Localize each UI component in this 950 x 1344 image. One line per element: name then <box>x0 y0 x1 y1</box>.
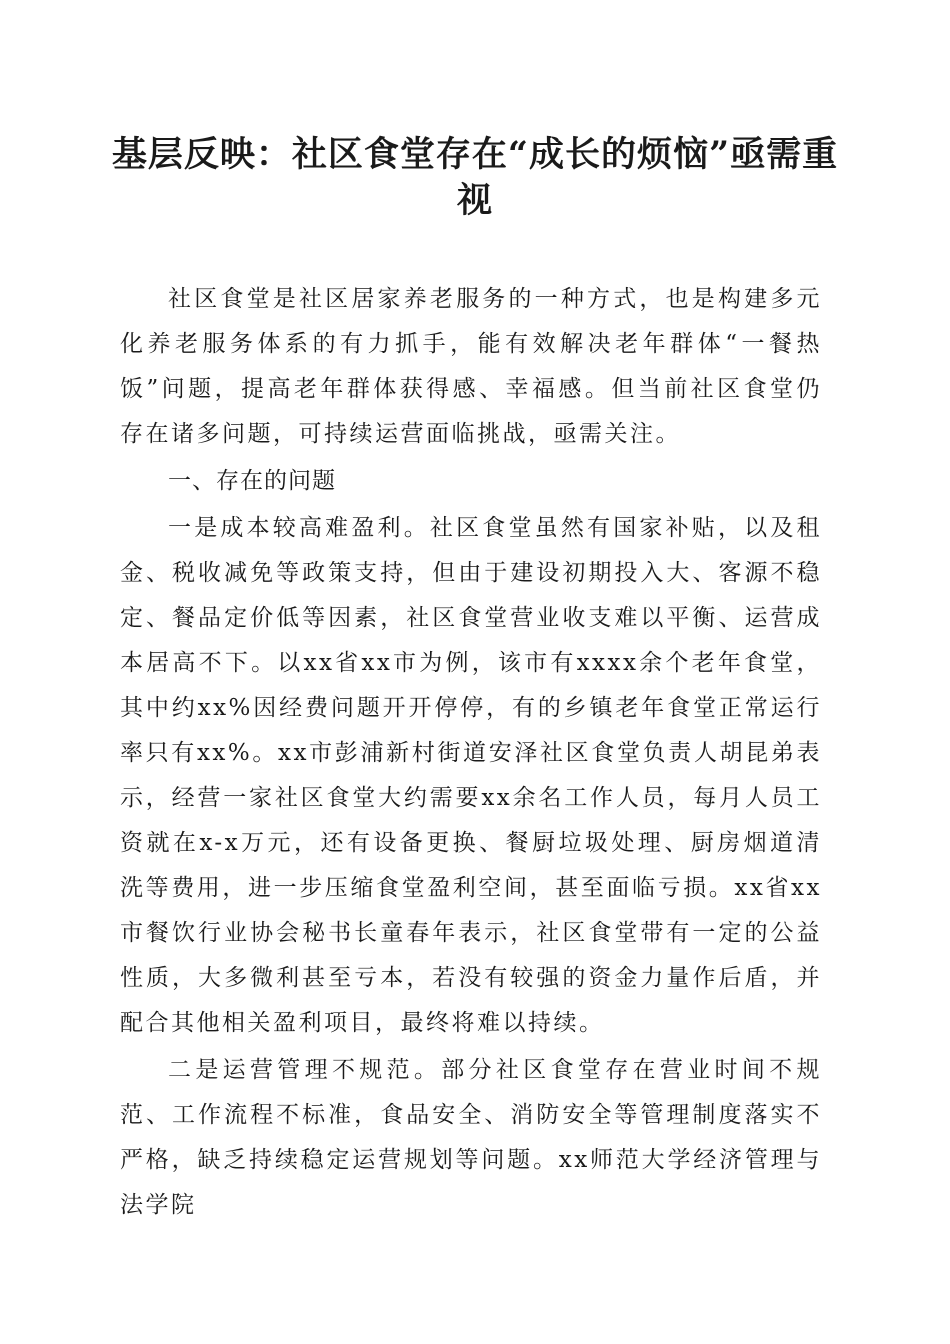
section-heading-problems: 一、存在的问题 <box>168 468 336 494</box>
problem-1-paragraph <box>120 506 822 1046</box>
document-body <box>120 277 822 1230</box>
problem-2-lead: 二是运营管理不规范。 <box>168 1057 442 1083</box>
problem-1-text: 社区食堂虽然有国家补贴，以及租金、税收减免等政策支持，但由于建设初期投入大、客源不稳定、餐品定价低等因素，社区食堂营业收支难以平衡、运营成本居高不下。以xx省xx市为例，该市有xxxx余个老年食堂，其中约xx%因经费问题开开停停，有的乡镇老年食堂正常运行率只有xx%。xx市彭浦新村街道安泽社区食堂负责人胡昆弟表示，经营一家社区食堂大约需要xx余名工作人员，每月人员工资就在x-x万元，还有设备更换、餐厨垃圾处理、厨房烟道清洗等费用，进一步压缩食堂盈利空间，甚至面临亏损。xx省xx市餐饮行业协会秘书长童春年表示，社区食堂带有一定的公益性质，大多微利甚至亏本，若没有较强的资金力量作后盾，并配合其他相关盈利项目，最终将难以持续。 <box>120 515 822 1036</box>
page-title: 基层反映：社区食堂存在“成长的烦恼”亟需重视 <box>111 134 839 221</box>
problem-2-paragraph <box>120 1048 822 1228</box>
intro-paragraph: 社区食堂是社区居家养老服务的一种方式，也是构建多元化养老服务体系的有力抓手，能有效解决老年群体“一餐热饭”问题，提高老年群体获得感、幸福感。但当前社区食堂仍存在诸多问题，可持续运营面临挑战，亟需关注。 <box>120 286 822 447</box>
problem-2-text: 部分社区食堂存在营业时间不规范、工作流程不标准，食品安全、消防安全等管理制度落实不严格，缺乏持续稳定运营规划等问题。xx师范大学经济管理与法学院 <box>120 1057 823 1218</box>
problem-1-lead: 一是成本较高难盈利。 <box>168 515 430 541</box>
